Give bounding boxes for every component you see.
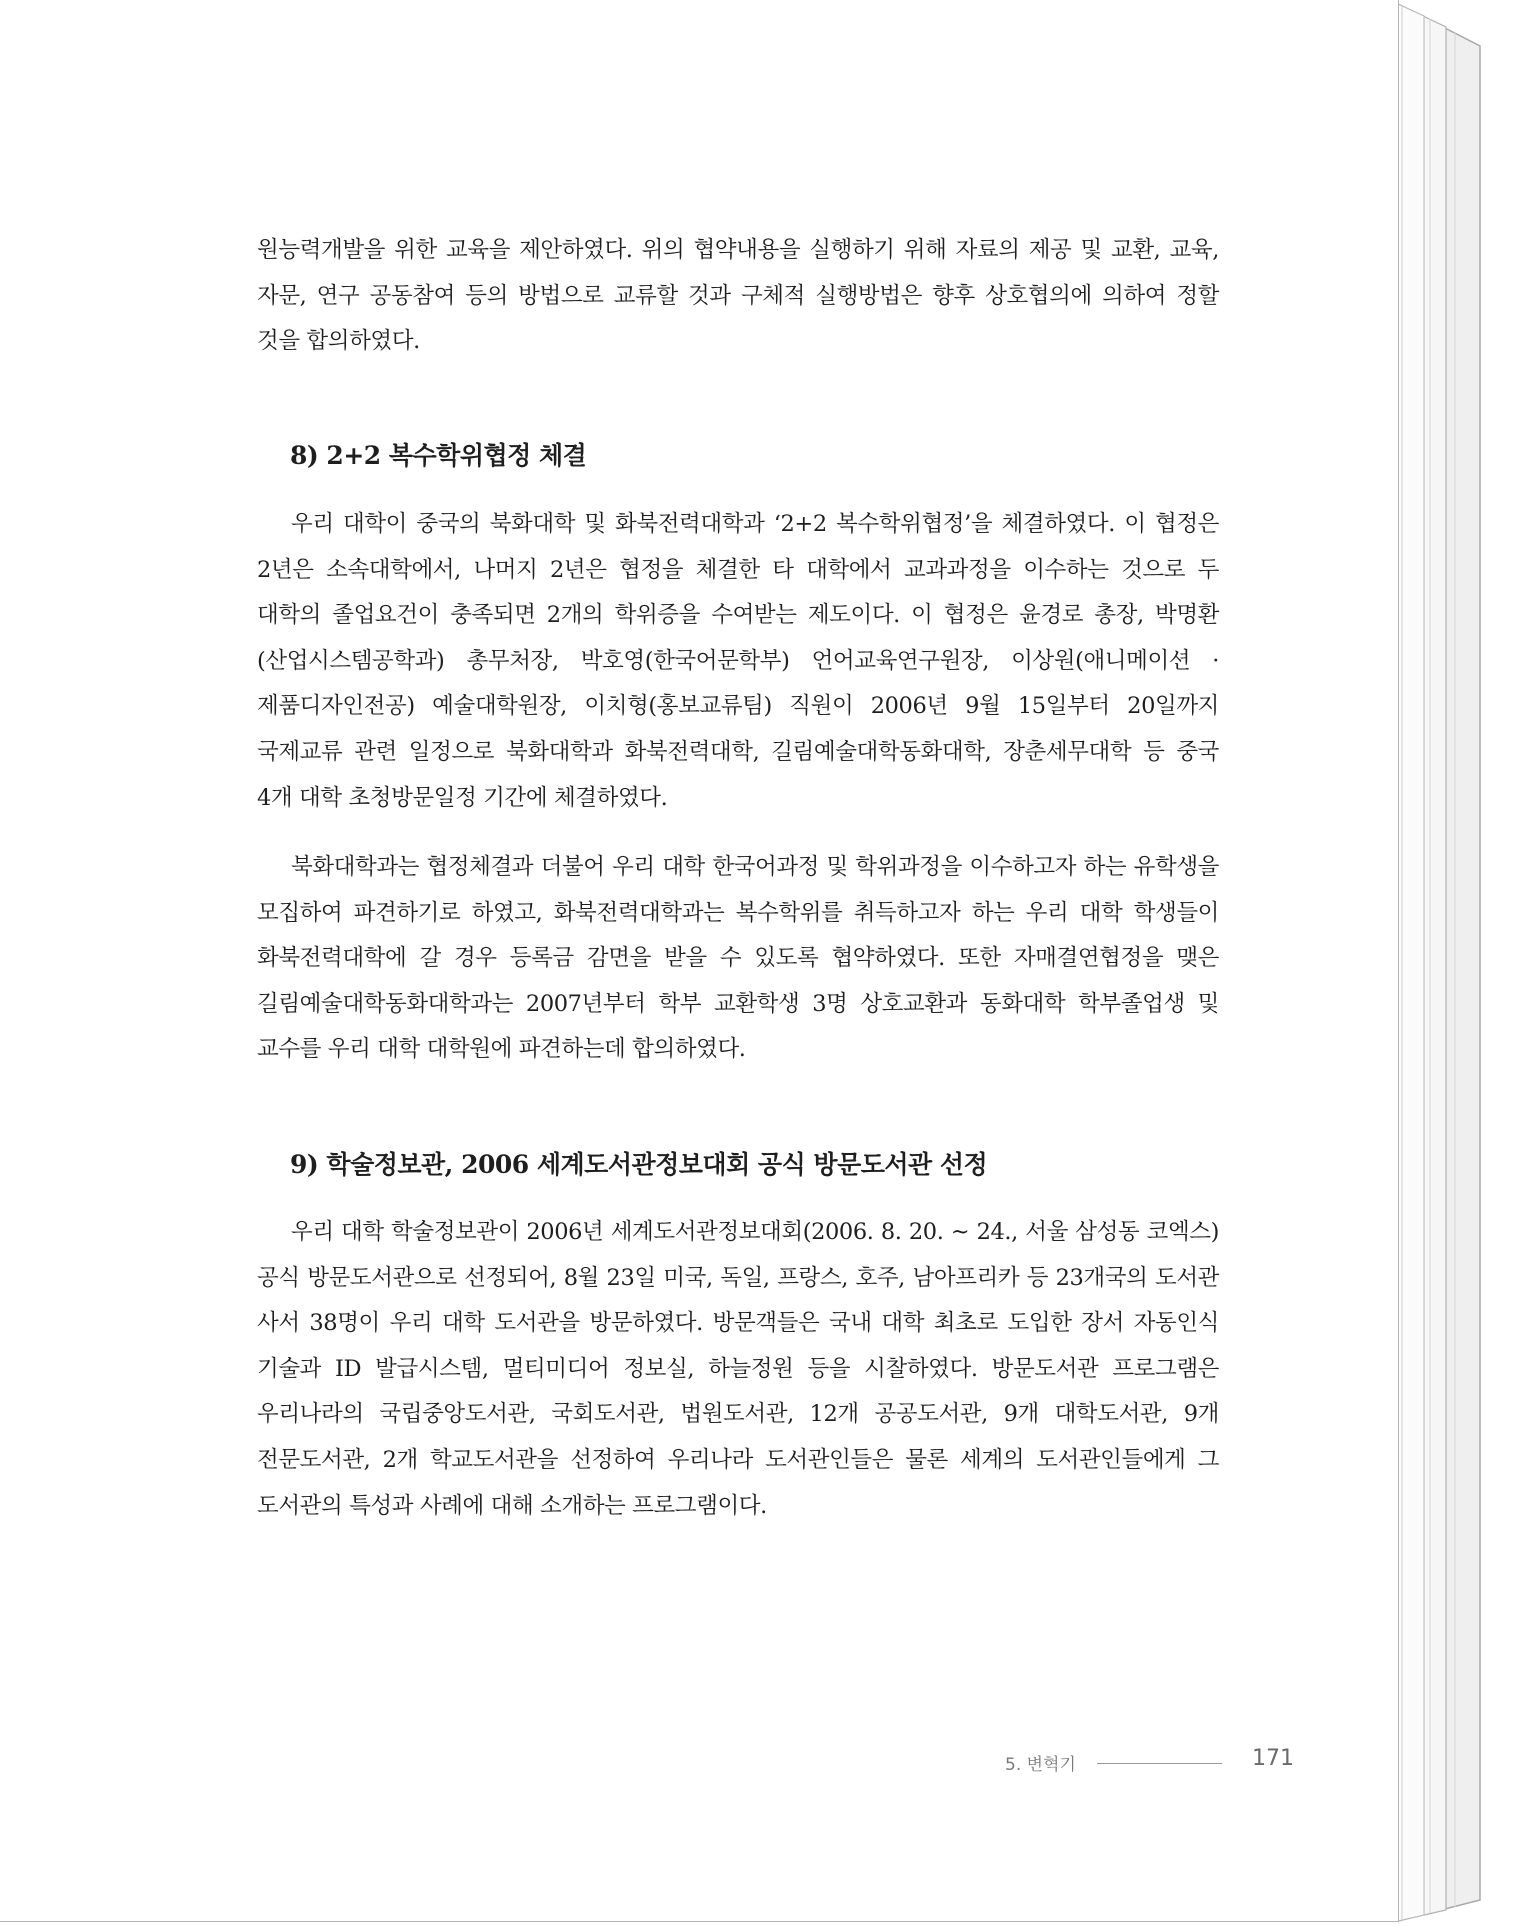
footer-divider (1097, 1763, 1222, 1764)
page-footer (1005, 1746, 1295, 1776)
section-8-heading: 8) 2+2 복수학위협정 체결 (290, 441, 587, 470)
section-9-heading: 9) 학술정보관, 2006 세계도서관정보대회 공식 방문도서관 선정 (290, 1150, 988, 1179)
section-9-paragraph-1: 우리 대학 학술정보관이 2006년 세계도서관정보대회(2006. 8. 20. ~ 24., 서울 삼성동 코엑스) 공식 방문도서관으로 선정되어, 8월 23일 미국, 독일, 프랑스, 호주, 남아프리카 등 23개국의 도서관 사서 38명이 우리 대학 도서관을 방문하였다. 방문객들은 국내 대학 최초로 도입한 장서 자동인식 기술과 ID 발급시스템, 멀티미디어 정보실, 하늘정원 등을 시찰하였다. 방문도서관 프로그램은 우리나라의 국립중앙도서관, 국회도서관, 법원도서관, 12개 공공도서관, 9개 대학도서관, 9개 전문도서관, 2개 학교도서관을 선정하여 우리나라 도서관인들은 물론 세계의 도서관인들에게 그 도서관의 특성과 사례에 대해 소개하는 프로그램이다. (257, 1219, 1219, 1519)
page-number: 171 (1252, 1746, 1294, 1771)
intro-paragraph: 원능력개발을 위한 교육을 제안하였다. 위의 협약내용을 실행하기 위해 자료의 제공 및 교환, 교육, 자문, 연구 공동참여 등의 방법으로 교류할 것과 구체적 실행방법은 향후 상호협의에 의하여 정할 것을 합의하였다. (257, 237, 1220, 355)
section-8-paragraph-2: 북화대학과는 협정체결과 더불어 우리 대학 한국어과정 및 학위과정을 이수하고자 하는 유학생을 모집하여 파견하기로 하였고, 화북전력대학과는 복수학위를 취득하고자 하는 우리 대학 학생들이 화북전력대학에 갈 경우 등록금 감면을 받을 수 있도록 협약하였다. 또한 자매결연협정을 맺은 길림예술대학동화대학과는 2007년부터 학부 교환학생 3명 상호교환과 동화대학 학부졸업생 및 교수를 우리 대학 대학원에 파견하는데 합의하였다. (257, 854, 1219, 1063)
section-8-paragraph-1: 우리 대학이 중국의 북화대학 및 화북전력대학과 ‘2+2 복수학위협정’을 체결하였다. 이 협정은 2년은 소속대학에서, 나머지 2년은 협정을 체결한 타 대학에서 교과과정을 이수하는 것으로 두 대학의 졸업요건이 충족되면 2개의 학위증을 수여받는 제도이다. 이 협정은 윤경로 총장, 박명환(산업시스템공학과) 총무처장, 박호영(한국어문학부) 언어교육연구원장, 이상원(애니메이션 · 제품디자인전공) 예술대학원장, 이치형(홍보교류팀) 직원이 2006년 9월 15일부터 20일까지 국제교류 관련 일정으로 북화대학과 화북전력대학, 길림예술대학동화대학, 장춘세무대학 등 중국 4개 대학 초청방문일정 기간에 체결하였다. (257, 511, 1219, 811)
chapter-label: 5. 변혁기 (1005, 1755, 1076, 1775)
